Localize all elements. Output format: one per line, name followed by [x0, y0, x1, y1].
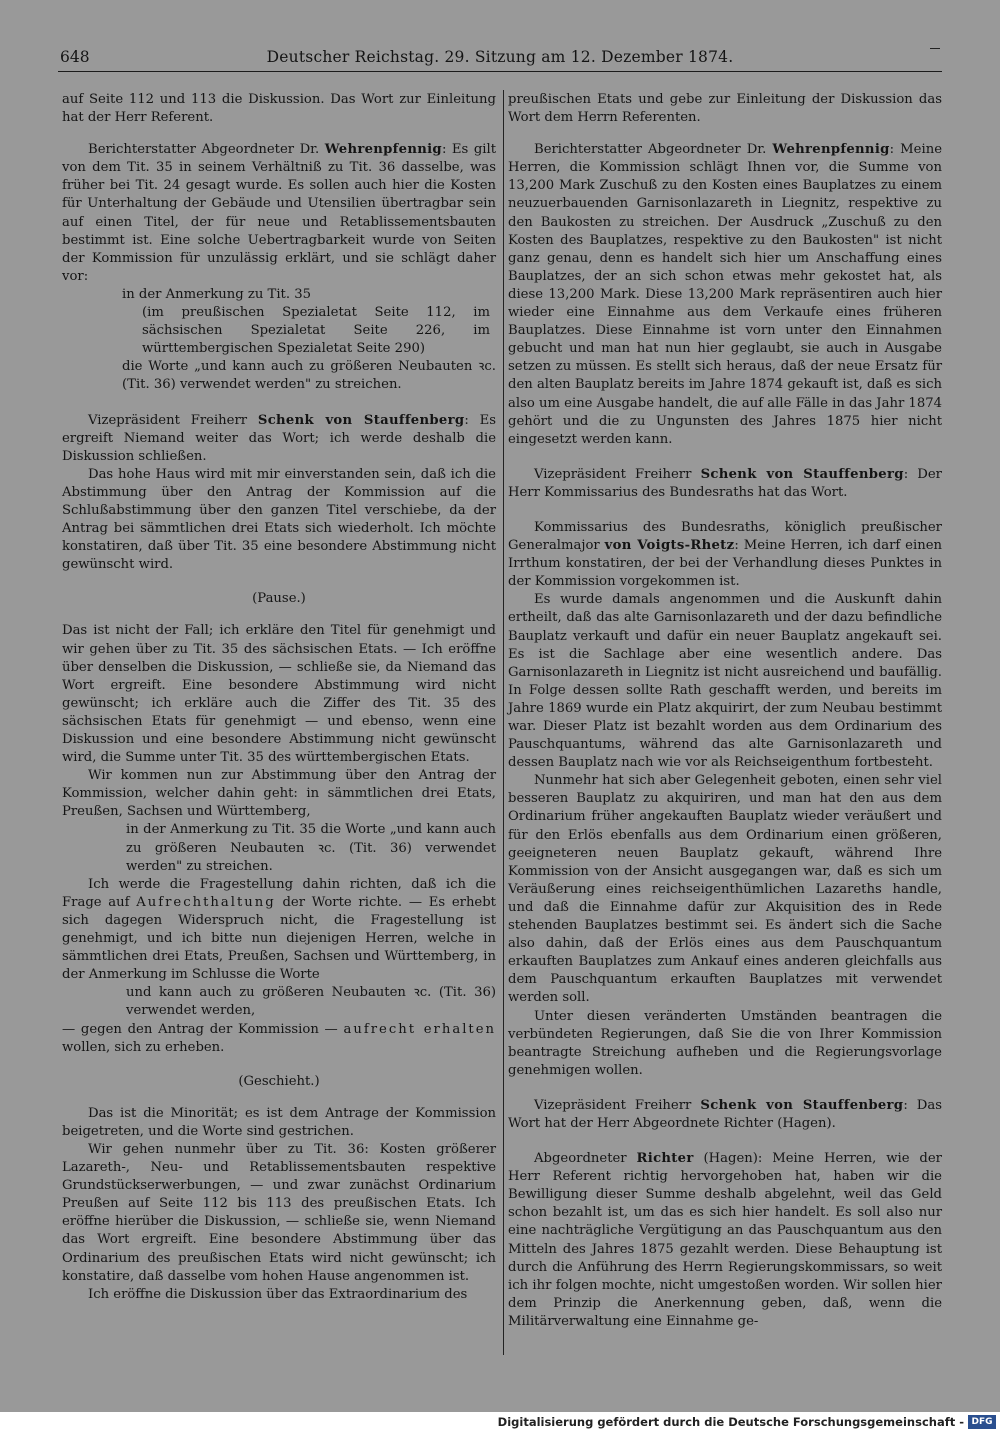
speaker-role: Berichterstatter Abgeordneter Dr. [534, 142, 767, 158]
paragraph: Das ist die Minorität; es ist dem Antrage der Kommission beigetreten, und die Worte sind gestrichen. [62, 1105, 496, 1139]
spaced-emphasis: Aufrechthaltung [136, 894, 276, 910]
paragraph: Nunmehr hat sich aber Gelegenheit geboten, einen sehr viel besseren Bauplatz zu akquiriren, und man hat den aus dem Ordinarium früher angekauften Bauplatz wieder veräußert und für den Erlös ebenfalls aus dem Ordinarium einen größeren, geeigneteren neuen Bauplatz gekauft, während Ihre Kommission von der Ansicht ausgegangen war, daß es sich um Veräußerung eines reichseigenthümlichen Lazareths handle, und daß die Einnahme dafür zur Akquisition des in Rede stehenden Bauplatzes bestimmt sei. Es ändert sich die Sache also dahin, daß der Erlös eines aus dem Pauschquantum erkauften Bauplatzes zum Ankauf eines anderen gleichfalls aus dem Pauschquantum erkauften Bauplatzes mit verwendet werden soll. [508, 773, 942, 1006]
header-mark [930, 48, 940, 49]
paragraph: Das hohe Haus wird mit mir einverstanden sein, daß ich die Abstimmung über den Antrag der Kommission auf die Schlußabstimmung über den ganzen Titel verschiebe, da der Antrag bei sämmtlichen drei Etats sich wiederholt. Ich möchte konstatiren, daß über Tit. 35 eine besondere Abstimmung nicht gewünscht wird. [62, 466, 496, 573]
stage-direction: (Geschieht.) [238, 1073, 320, 1089]
paragraph [62, 876, 496, 985]
header-title: Deutscher Reichstag. 29. Sitzung am 12. Dezember 1874. [266, 48, 734, 66]
speech-text: (Hagen): Meine Herren, wie der Herr Referent richtig hervorgehoben hat, haben wir die Bewilligung dieser Summe deshalb abgelehnt, weil das Geld schon bezahlt ist, um das es sich hier handelt. Es soll also nur eine nachträgliche Vergütigung an das Pauschquantum aus den Mitteln des Jahres 1875 gezahlt werden. Diese Behauptung ist durch die Anführung des Herrn Regierungskommissars, so weit ich ihr folgen mochte, nicht umgestoßen worden. Wir sollen hier dem Prinzip die Anerkennung geben, daß, wenn die Militärverwaltung eine Einnahme ge- [508, 1151, 942, 1329]
speaker-role: Berichterstatter Abgeordneter Dr. [88, 142, 320, 158]
text-run: — gegen den Antrag der Kommission — [62, 1021, 338, 1037]
motion-line: in der Anmerkung zu Tit. 35 [122, 286, 311, 302]
header-rule [58, 71, 942, 72]
speech-paragraph [62, 141, 496, 286]
motion-reference: (im preußischen Spezialetat Seite 112, im sächsischen Spezialetat Seite 226, im württembergischen Spezialetat Seite 290) [142, 305, 490, 357]
paragraph: Wir kommen nun zur Abstimmung über den Antrag der Kommission, welcher dahin geht: in sämmtlichen drei Etats, Preußen, Sachsen und Württemberg, [62, 768, 496, 820]
speech-text: : Es ergreift Niemand weiter das Wort; ich werde deshalb die Diskussion schließen. [62, 412, 496, 464]
paragraph: Unter diesen veränderten Umständen beantragen die verbündeten Regierungen, daß Sie die von Ihrer Kommission beantragte Streichung aufheben und die Regierungsvorlage genehmigen wollen. [508, 1008, 942, 1078]
speaker-role: Vizepräsident Freiherr [534, 1097, 692, 1113]
text-run: Ich werde die Fragestellung dahin richten, daß ich die Frage auf [62, 876, 496, 910]
speech-text: : Meine Herren, die Kommission schlägt Ihnen vor, die Summe von 13,200 Mark Zuschuß zu den Kosten eines Bauplatzes zu einem neuzuerbauenden Garnisonlazareth in Liegnitz, respektive zu den Baukosten zu streichen. Der Ausdruck „Zuschuß zu den Kosten des Bauplatzes, respektive zu den Baukosten" ist nicht ganz genau, denn es handelt sich hier um Anschaffung eines Bauplatzes, der an sich schon etwas mehr gekostet hat, als diese 13,200 Mark. Diese 13,200 Mark repräsentiren auch hier wieder eine Einnahme aus dem Verkaufe eines früheren Bauplatzes. Diese Einnahme ist vorn unter den Einnahmen gebucht und man hat nun hier geglaubt, sie auch in Ausgabe setzen zu müssen. Es stellt sich heraus, daß der neue Ersatz für den alten Bauplatz bereits im Jahre 1874 gekauft ist, daß es sich also um eine Ausgabe handelt, die auf alle Fälle in das Jahr 1874 gehört und die zu Ungunsten des Jahres 1875 hier nicht eingesetzt werden kann. [508, 142, 943, 447]
funding-notice: Digitalisierung gefördert durch die Deutsche Forschungsgemeinschaft - [497, 1415, 964, 1429]
speaker-name: Wehrenpfennig [324, 142, 442, 158]
speaker-name: Schenk von Stauffenberg [700, 466, 904, 482]
footer-bar [0, 1412, 1000, 1432]
speaker-name: Richter [636, 1151, 694, 1167]
paragraph: auf Seite 112 und 113 die Diskussion. Das Wort zur Einleitung hat der Herr Referent. [62, 92, 496, 126]
column-divider [503, 90, 504, 1355]
speech-paragraph [508, 519, 942, 591]
text-run: der Worte richte. — Es erhebt sich dagegen Widerspruch nicht, die Fragestellung ist genehmigt, und ich bitte nun diejenigen Herren, welche in sämmtlichen drei Etats, Preußen, Sachsen und Württemberg, in der Anmerkung im Schlusse die Worte [62, 894, 496, 983]
paragraph [62, 1021, 496, 1057]
speech-paragraph [508, 1150, 942, 1331]
speaker-role: Vizepräsident Freiherr [534, 466, 692, 482]
paragraph: preußischen Etats und gebe zur Einleitung der Diskussion das Wort dem Herrn Referenten. [508, 92, 942, 126]
speaker-role: Abgeordneter [534, 1151, 627, 1167]
speech-text: : Meine Herren, ich darf einen Irrthum konstatiren, der bei der Verhandlung dieses Punktes in der Kommission vorgekommen ist. [508, 538, 942, 590]
right-column [508, 91, 942, 1331]
motion-words: die Worte „und kann auch zu größeren Neubauten ꝛc. (Tit. 36) verwendet werden" zu streichen. [122, 359, 496, 393]
paragraph: Wir gehen nunmehr über zu Tit. 36: Kosten größerer Lazareth-, Neu- und Retablissementsbauten respektive Grundstückserwerbungen, — und zwar zunächst Ordinarium Preußen auf Seite 112 bis 113 des preußischen Etats. Ich eröffne hierüber die Diskussion, — schließe sie, wenn Niemand das Wort ergreift. Eine besondere Abstimmung über das Ordinarium des preußischen Etats wird nicht gewünscht; ich konstatire, daß dasselbe vom hohen Hause angenommen ist. [62, 1141, 496, 1284]
paragraph: Das ist nicht der Fall; ich erkläre den Titel für genehmigt und wir gehen über zu Tit. 35 des sächsischen Etats. — Ich eröffne über denselben die Diskussion, — schließe sie, da Niemand das Wort ergreift. Eine besondere Abstimmung wird nicht gewünscht; ich erkläre auch die Ziffer des Tit. 35 des sächsischen Etats für genehmigt — und ebenso, wenn eine Diskussion und eine besondere Abstimmung nicht gewünscht wird, die Summe unter Tit. 35 des württembergischen Etats. [62, 623, 496, 766]
speech-text: : Es gilt von dem Tit. 35 in seinem Verhältniß zu Tit. 36 dasselbe, was früher bei Tit. 24 gesagt wurde. Es sollen auch hier die Kosten für Unterhaltung der Gebäude und Utensilien übertragbar sein auf einen Titel, der für neue und Retablissementsbauten bestimmt ist. Eine solche Uebertragbarkeit wurde von Seiten der Kommission für unzulässig erklärt, und sie schlägt daher vor: [62, 142, 496, 284]
speech-text: : Das Wort hat der Herr Abgeordnete Richter (Hagen). [508, 1097, 942, 1131]
text-run: wollen, sich zu erheben. [62, 1039, 225, 1055]
motion-words: und kann auch zu größeren Neubauten ꝛc. (Tit. 36) verwendet werden, [126, 985, 496, 1019]
spaced-emphasis: aufrecht erhalten [343, 1021, 497, 1037]
speaker-name: Schenk von Stauffenberg [700, 1097, 904, 1113]
speech-text: : Der Herr Kommissarius des Bundesraths hat das Wort. [508, 466, 942, 500]
speaker-role: Vizepräsident Freiherr [88, 412, 248, 428]
dfg-logo: DFG [968, 1415, 996, 1429]
speaker-name: Wehrenpfennig [772, 142, 890, 158]
page-number: 648 [60, 48, 90, 66]
paragraph: Es wurde damals angenommen und die Auskunft dahin ertheilt, daß das alte Garnisonlazareth und der dazu befindliche Bauplatz verkauft und dafür ein neuer Bauplatz angekauft sei. Es ist die Sachlage aber eine wesentlich andere. Das Garnisonlazareth in Liegnitz ist nicht ausreichend und baufällig. In Folge dessen sollte Rath geschafft werden, und bereits im Jahre 1869 wurde ein Platz akquirirt, der zum Neubau bestimmt war. Dieser Platz ist bezahlt worden aus dem Ordinarium des Pauschquantums, während das alte Garnisonlazareth und dessen Bauplatz nach wie vor als Reichseigenthum fortbesteht. [508, 592, 942, 771]
motion-words: in der Anmerkung zu Tit. 35 die Worte „und kann auch zu größeren Neubauten ꝛc. (Tit. 36) verwendet werden" zu streichen. [126, 822, 496, 874]
speaker-name: Schenk von Stauffenberg [257, 412, 465, 428]
running-header [60, 48, 940, 70]
paragraph: Ich eröffne die Diskussion über das Extraordinarium des [88, 1286, 468, 1302]
left-column [62, 91, 496, 1304]
speaker-role: Kommissarius des Bundesraths, königlich preußischer Generalmajor [508, 519, 942, 554]
speech-paragraph [62, 412, 496, 466]
speech-paragraph [508, 466, 942, 502]
speaker-name: von Voigts-Rhetz [604, 538, 735, 554]
speech-paragraph [508, 1097, 942, 1133]
stage-direction: (Pause.) [252, 591, 306, 607]
speech-paragraph [508, 141, 942, 449]
